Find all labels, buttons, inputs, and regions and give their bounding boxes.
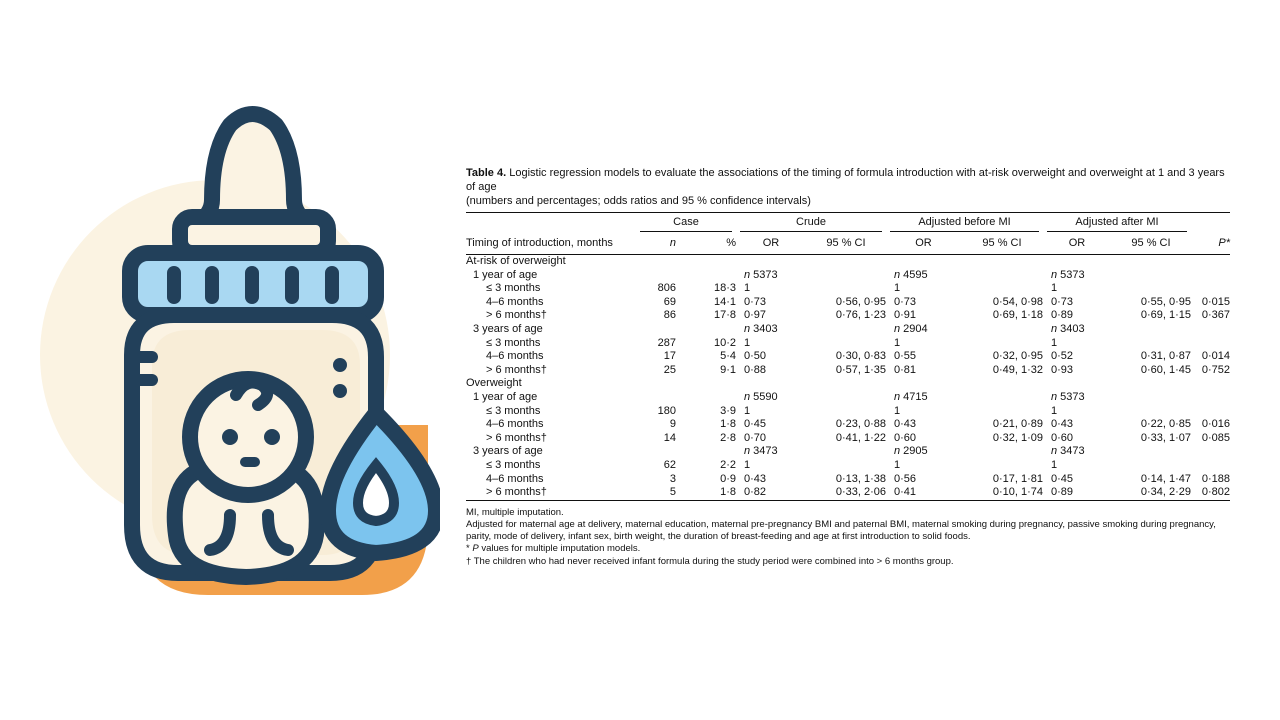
baby-face: [190, 379, 306, 495]
case-n: 180: [657, 404, 676, 417]
or-crude: 0·70: [744, 431, 767, 444]
ci-crude: 0·41, 1·22: [835, 431, 886, 444]
sample-size-crude: n 5590: [744, 390, 778, 403]
footnote-p-text: values for multiple imputation models.: [478, 543, 641, 555]
or-before: 1: [894, 404, 901, 417]
ci-before: [961, 337, 1043, 351]
ci-crude: 0·23, 0·88: [835, 418, 886, 431]
section-label: At-risk of overweight: [466, 255, 566, 267]
ci-after: [1111, 459, 1191, 473]
sample-size-before: n 2905: [894, 445, 928, 458]
age-row: [466, 323, 1230, 337]
or-after: 0·52: [1051, 350, 1074, 363]
table-row: [466, 418, 1230, 432]
ci-after: [1111, 282, 1191, 296]
ci-crude: [806, 337, 886, 351]
ci-before: 0·32, 0·95: [992, 350, 1043, 363]
ci-before: [961, 405, 1043, 419]
results-table-block: [466, 166, 1230, 568]
or-before: 0·41: [894, 486, 917, 499]
age-label: 3 years of age: [473, 445, 543, 458]
footnote-dagger: † The children who had never received infant formula during the study period were combined into > 6 months group.: [466, 555, 954, 567]
table-row: [466, 282, 1230, 296]
p-value: [1191, 459, 1230, 473]
sample-size-after: n 5373: [1051, 390, 1085, 403]
age-label: 1 year of age: [473, 268, 538, 281]
timing-label: ≤ 3 months: [486, 336, 541, 349]
footnote-mi: MI, multiple imputation.: [466, 506, 564, 518]
or-crude: 1: [744, 282, 751, 295]
ci-before: 0·17, 1·81: [992, 472, 1043, 485]
p-value: 0·085: [1201, 431, 1230, 444]
timing-label: > 6 months†: [486, 363, 547, 376]
sample-size-crude: n 5373: [744, 268, 778, 281]
col-ci-before: 95 % CI: [982, 237, 1022, 249]
case-pct: 1·8: [720, 486, 736, 499]
baby-bottle-icon: [40, 95, 440, 605]
sample-size-before: n 2904: [894, 322, 928, 335]
or-after: 0·45: [1051, 472, 1074, 485]
ci-after: 0·55, 0·95: [1140, 295, 1191, 308]
p-value: [1191, 337, 1230, 351]
or-after: 1: [1051, 282, 1058, 295]
case-n: 17: [663, 350, 676, 363]
p-value: [1191, 405, 1230, 419]
case-n: 86: [663, 309, 676, 322]
or-after: 1: [1051, 336, 1058, 349]
case-n: 3: [669, 472, 676, 485]
group-adjusted-before: Adjusted before MI: [890, 213, 1039, 232]
p-value: 0·802: [1201, 486, 1230, 499]
or-crude: 1: [744, 458, 751, 471]
ci-before: 0·21, 0·89: [992, 418, 1043, 431]
ci-crude: 0·56, 0·95: [835, 295, 886, 308]
case-pct: 1·8: [720, 418, 736, 431]
table-row: [466, 364, 1230, 378]
or-before: 0·81: [894, 363, 917, 376]
ci-before: 0·10, 1·74: [992, 486, 1043, 499]
sample-size-after: n 3403: [1051, 322, 1085, 335]
case-pct: 3·9: [720, 404, 736, 417]
p-value: 0·015: [1201, 295, 1230, 308]
or-crude: 1: [744, 404, 751, 417]
or-crude: 0·43: [744, 472, 767, 485]
timing-label: > 6 months†: [486, 431, 547, 444]
col-or-before: OR: [915, 237, 932, 249]
timing-label: > 6 months†: [486, 486, 547, 499]
or-crude: 1: [744, 336, 751, 349]
table-body: [466, 255, 1230, 501]
sample-size-before: n 4595: [894, 268, 928, 281]
ci-after: 0·60, 1·45: [1140, 363, 1191, 376]
col-or-after: OR: [1068, 237, 1086, 249]
case-n: 287: [657, 336, 676, 349]
ci-before: [961, 282, 1043, 296]
timing-label: 4–6 months: [486, 418, 544, 431]
col-ci-crude: 95 % CI: [826, 237, 866, 249]
ci-after: 0·31, 0·87: [1140, 350, 1191, 363]
case-n: 9: [669, 418, 676, 431]
section-row: [466, 255, 1230, 269]
section-label: Overweight: [466, 377, 522, 390]
or-before: 1: [894, 336, 901, 349]
group-header-row: [466, 213, 1230, 233]
age-label: 3 years of age: [473, 322, 543, 335]
or-after: 0·89: [1051, 486, 1074, 499]
or-crude: 0·73: [744, 295, 767, 308]
table-title: Logistic regression models to evaluate the associations of the timing of formula introduction with at-risk overweight and overweight at 1 and 3 years of age: [466, 167, 1225, 193]
col-pct: %: [726, 237, 736, 249]
or-before: 0·55: [894, 350, 917, 363]
footnote-p: [466, 543, 1230, 555]
group-case: Case: [640, 213, 732, 232]
or-after: 1: [1051, 404, 1058, 417]
age-row: [466, 445, 1230, 459]
or-before: 0·43: [894, 418, 917, 431]
ci-after: 0·69, 1·15: [1140, 309, 1191, 322]
ci-crude: 0·76, 1·23: [835, 309, 886, 322]
ci-after: [1111, 405, 1191, 419]
table-row: [466, 296, 1230, 310]
ci-before: 0·54, 0·98: [992, 295, 1043, 308]
age-row: [466, 269, 1230, 283]
group-adjusted-after: Adjusted after MI: [1047, 213, 1187, 232]
case-pct: 9·1: [720, 363, 736, 376]
baby-bottle-illustration: [40, 95, 440, 605]
sample-size-before: n 4715: [894, 390, 928, 403]
or-crude: 0·45: [744, 418, 767, 431]
ci-before: 0·49, 1·32: [992, 363, 1043, 376]
ci-crude: [806, 459, 886, 473]
footnote-adjusted: Adjusted for maternal age at delivery, maternal education, maternal pre-pregnancy BMI and paternal BMI, maternal smoking during pregnancy, passive smoking during pregnancy, parity, mode of delivery, infant sex, birth weight, the duration of breast-feeding and age at first introduction to solid foods.: [466, 518, 1216, 543]
table-row: [466, 405, 1230, 419]
or-after: 0·60: [1051, 431, 1074, 444]
table-label: Table 4.: [466, 167, 507, 179]
section-row: [466, 377, 1230, 391]
or-before: 1: [894, 458, 901, 471]
table-row: [466, 459, 1230, 473]
table-row: [466, 337, 1230, 351]
table-row: [466, 309, 1230, 323]
group-crude: Crude: [740, 213, 882, 232]
sample-size-crude: n 3473: [744, 445, 778, 458]
case-pct: 5·4: [720, 350, 736, 363]
sample-size-crude: n 3403: [744, 322, 778, 335]
table-row: [466, 473, 1230, 487]
timing-label: ≤ 3 months: [486, 282, 541, 295]
age-label: 1 year of age: [473, 390, 538, 403]
col-p: P*: [1218, 237, 1230, 249]
or-before: 1: [894, 282, 901, 295]
case-n: 14: [663, 431, 676, 444]
timing-label: > 6 months†: [486, 309, 547, 322]
or-before: 0·73: [894, 295, 917, 308]
case-pct: 14·1: [713, 295, 736, 308]
case-pct: 17·8: [713, 309, 736, 322]
timing-label: 4–6 months: [486, 350, 544, 363]
case-pct: 10·2: [713, 336, 736, 349]
timing-label: ≤ 3 months: [486, 458, 541, 471]
case-n: 69: [663, 295, 676, 308]
ci-crude: 0·57, 1·35: [835, 363, 886, 376]
case-pct: 2·2: [720, 458, 736, 471]
or-crude: 0·97: [744, 309, 767, 322]
sample-size-after: n 5373: [1051, 268, 1085, 281]
case-pct: 2·8: [720, 431, 736, 444]
ci-after: 0·22, 0·85: [1140, 418, 1191, 431]
timing-label: 4–6 months: [486, 472, 544, 485]
or-before: 0·91: [894, 309, 917, 322]
case-pct: 0·9: [720, 472, 736, 485]
case-pct: 18·3: [713, 282, 736, 295]
or-crude: 0·82: [744, 486, 767, 499]
sample-size-after: n 3473: [1051, 445, 1085, 458]
timing-label: 4–6 months: [486, 295, 544, 308]
or-after: 0·89: [1051, 309, 1074, 322]
p-value: 0·367: [1201, 309, 1230, 322]
regression-table: [466, 212, 1230, 501]
table-row: [466, 486, 1230, 500]
case-n: 25: [663, 363, 676, 376]
col-or-crude: OR: [762, 237, 780, 249]
p-value: 0·188: [1201, 472, 1230, 485]
column-header-row: [466, 232, 1230, 255]
p-value: 0·752: [1201, 363, 1230, 376]
case-n: 62: [663, 458, 676, 471]
footnote-p-mark: *: [466, 543, 470, 555]
ci-after: 0·34, 2·29: [1140, 486, 1191, 499]
or-before: 0·56: [894, 472, 917, 485]
col-n: n: [669, 237, 676, 249]
ci-crude: 0·30, 0·83: [835, 350, 886, 363]
table-footnotes: [466, 507, 1230, 568]
ci-before: 0·69, 1·18: [992, 309, 1043, 322]
or-after: 0·73: [1051, 295, 1074, 308]
p-value: [1191, 282, 1230, 296]
ci-crude: [806, 282, 886, 296]
table-caption: [466, 166, 1230, 194]
ci-crude: 0·13, 1·38: [835, 472, 886, 485]
or-crude: 0·50: [744, 350, 767, 363]
ci-after: 0·33, 1·07: [1140, 431, 1191, 444]
age-row: [466, 391, 1230, 405]
table-row: [466, 432, 1230, 446]
or-after: 1: [1051, 458, 1058, 471]
ci-before: 0·32, 1·09: [992, 431, 1043, 444]
or-after: 0·43: [1051, 418, 1074, 431]
ci-before: [961, 459, 1043, 473]
table-row: [466, 350, 1230, 364]
or-crude: 0·88: [744, 363, 767, 376]
case-n: 5: [669, 486, 676, 499]
footnote-p-italic: P: [472, 543, 479, 555]
ci-crude: [806, 405, 886, 419]
or-before: 0·60: [894, 431, 917, 444]
col-timing: Timing of introduction, months: [466, 237, 613, 249]
ci-after: [1111, 337, 1191, 351]
col-ci-after: 95 % CI: [1131, 237, 1171, 249]
p-value: 0·016: [1201, 418, 1230, 431]
timing-label: ≤ 3 months: [486, 404, 541, 417]
or-after: 0·93: [1051, 363, 1074, 376]
table-subtitle: (numbers and percentages; odds ratios and 95 % confidence intervals): [466, 195, 811, 207]
p-value: 0·014: [1201, 350, 1230, 363]
ci-crude: 0·33, 2·06: [835, 486, 886, 499]
ci-after: 0·14, 1·47: [1140, 472, 1191, 485]
case-n: 806: [657, 282, 676, 295]
